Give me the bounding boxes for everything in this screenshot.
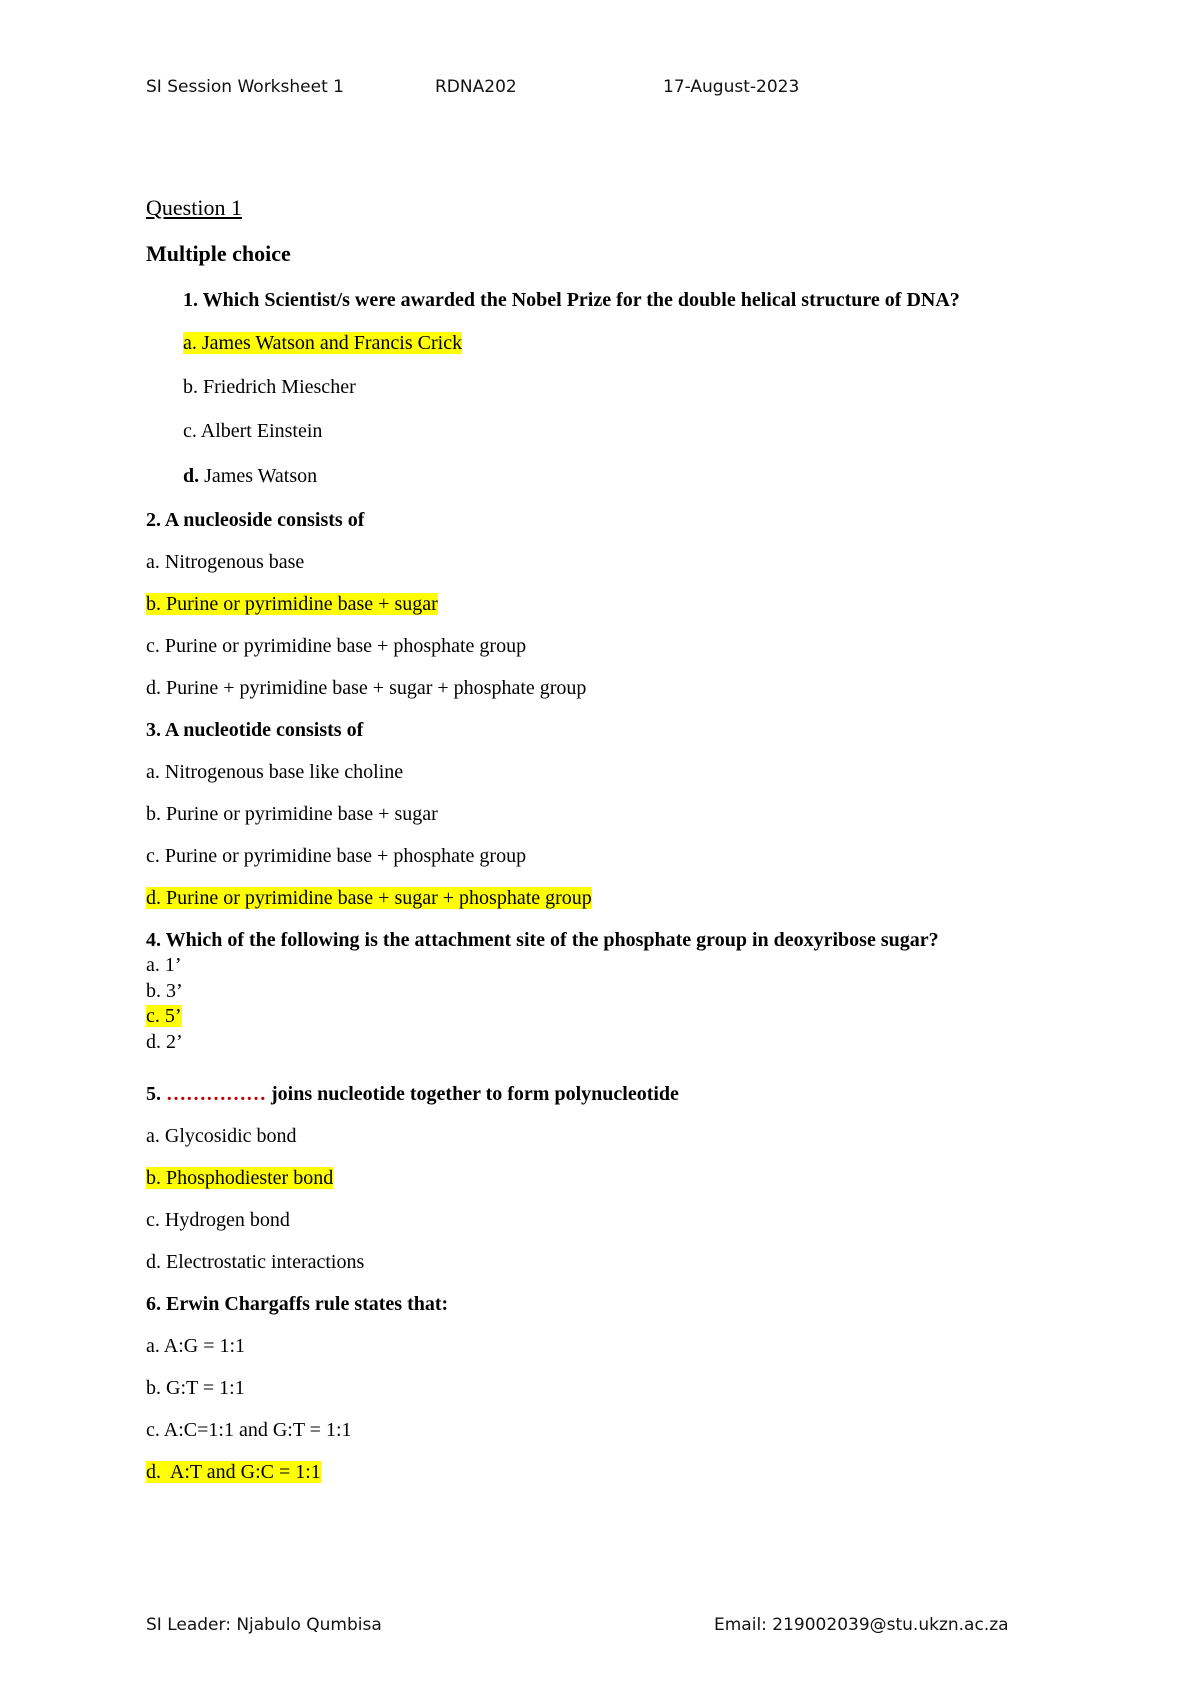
q2-option-c: c. Purine or pyrimidine base + phosphate group xyxy=(146,635,527,657)
q3-option-d xyxy=(146,886,592,910)
q1-text: 1. Which Scientist/s were awarded the Nobel Prize for the double helical structure of DNA? xyxy=(183,289,960,311)
header-date: 17-August-2023 xyxy=(663,77,800,97)
q2-option-b xyxy=(146,592,438,616)
q5-option-b xyxy=(146,1166,333,1190)
q4-text: 4. Which of the following is the attachment site of the phosphate group in deoxyribose sugar? xyxy=(146,929,939,951)
q5-option-c: c. Hydrogen bond xyxy=(146,1209,290,1231)
q6-option-d-text: d. A:T and G:C = 1:1 xyxy=(146,1461,321,1483)
q5-option-a: a. Glycosidic bond xyxy=(146,1125,297,1147)
q3-option-d-text: d. Purine or pyrimidine base + sugar + phosphate group xyxy=(146,887,592,909)
q4-option-c xyxy=(146,1004,182,1028)
q6-text: 6. Erwin Chargaffs rule states that: xyxy=(146,1293,449,1315)
header-course: RDNA202 xyxy=(435,77,517,97)
question-heading: Question 1 xyxy=(146,195,242,220)
q1-option-a-text: a. James Watson and Francis Crick xyxy=(183,332,463,354)
q4-option-a: a. 1’ xyxy=(146,954,182,976)
q2-option-d: d. Purine + pyrimidine base + sugar + phosphate group xyxy=(146,677,587,699)
q4-option-d: d. 2’ xyxy=(146,1031,183,1053)
q5-option-b-text: b. Phosphodiester bond xyxy=(146,1167,334,1189)
q5-rest: joins nucleotide together to form polynucleotide xyxy=(266,1083,679,1105)
q2-option-a: a. Nitrogenous base xyxy=(146,551,305,573)
q3-text: 3. A nucleotide consists of xyxy=(146,719,364,741)
q4-option-b: b. 3’ xyxy=(146,980,183,1002)
footer-email: Email: 219002039@stu.ukzn.ac.za xyxy=(714,1615,1009,1635)
q3-option-a: a. Nitrogenous base like choline xyxy=(146,761,404,783)
q5-blank-dots: …………… xyxy=(166,1083,266,1105)
q1-option-b: b. Friedrich Miescher xyxy=(183,376,356,398)
q3-option-c: c. Purine or pyrimidine base + phosphate group xyxy=(146,845,527,867)
q5-text xyxy=(146,1082,679,1106)
q1-option-d-letter: d. xyxy=(183,465,200,487)
q1-option-c: c. Albert Einstein xyxy=(183,420,323,442)
q5-option-d: d. Electrostatic interactions xyxy=(146,1251,365,1273)
q4-option-c-text: c. 5’ xyxy=(146,1005,182,1027)
q5-number: 5. xyxy=(146,1083,166,1105)
header-title: SI Session Worksheet 1 xyxy=(146,77,344,97)
q6-option-a: a. A:G = 1:1 xyxy=(146,1335,246,1357)
q1-option-d-text: James Watson xyxy=(199,465,318,487)
q1-option-a xyxy=(183,331,462,355)
q6-option-c: c. A:C=1:1 and G:T = 1:1 xyxy=(146,1419,352,1441)
q2-text: 2. A nucleoside consists of xyxy=(146,509,365,531)
q1-option-d xyxy=(183,464,317,488)
q6-option-b: b. G:T = 1:1 xyxy=(146,1377,245,1399)
q3-option-b: b. Purine or pyrimidine base + sugar xyxy=(146,803,438,825)
q6-option-d xyxy=(146,1460,321,1484)
q2-option-b-text: b. Purine or pyrimidine base + sugar xyxy=(146,593,438,615)
section-heading: Multiple choice xyxy=(146,241,291,266)
footer-leader: SI Leader: Njabulo Qumbisa xyxy=(146,1615,382,1635)
